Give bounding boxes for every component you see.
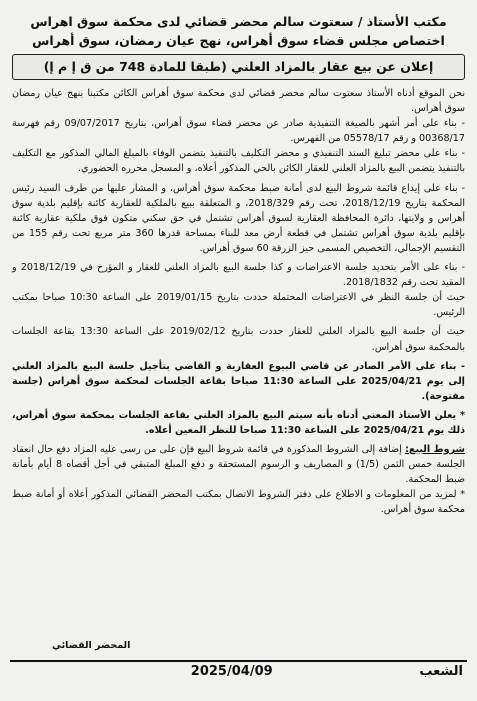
paragraph-hearing-order: - بناء على الأمر بتحديد جلسة الاعتراضات و كذا جلسة البيع بالمزاد العلني للعقار و المؤرخ في 2018/12/19 و المقيد تحت رقم 2018/1832. <box>12 262 466 289</box>
signature: المحضر القضائي <box>52 640 131 651</box>
announcement-title: إعلان عن بيع عقار بالمزاد العلني (طبقا للمادة 748 من ق إ م إ) <box>12 54 465 80</box>
paragraph-auction-announcement: * يعلن الأستاذ المعني أدناه بأنه سيتم البيع بالمزاد العلني بقاعة الجلسات بمحكمة سوق أهراس، ذلك يوم 2025/04/21 على الساعة 11:30 صباحا للنظر المعين أعلاه. <box>12 409 465 436</box>
footer-divider <box>10 660 467 662</box>
bailiff-office-line: مكتب الأستاذ / سعتوت سالم محضر قضائي لدى محكمة سوق اهراس <box>30 14 447 29</box>
paragraph-postponement: - بناء على الأمر الصادر عن قاضي البيوع العقارية و القاضي بتأجيل جلسة البيع بالمزاد العلني إلى يوم 2025/04/21 على الساعة 11:30 صباحا بقاعة الجلسات لمحكمة سوق أهراس (جلسة مفتوحة). <box>12 360 465 402</box>
paragraph-objections-hearing: حيث أن جلسة النظر في الاعتراضات المحتملة حددت بتاريخ 2019/01/15 على الساعة 10:30 صباحا بمكتب الرئيس. <box>12 292 466 319</box>
paragraph-conditions-deposit: - بناء على إيداع قائمة شروط البيع لدى أمانة ضبط محكمة سوق أهراس، و المشار عليها من طرف السيد رئيس المحكمة بتاريخ 2018/12/19، تحت رقم 2018/329، و المتعلقة ببيع بالملكية للعقارية كائنة بإقليم بلدية سوق أهراس و ولايتها، دائرة المحافظة العقارية لسوق أهراس تشتمل في حق سكني متكون فوق ملكية عقارية كائنة بإقليم بلدية سوق أهراس تشتمل في قطعة أرض معد للبناء بمساحة قدرها 360 متر مربع تحت رقم 155 من التقسيم الإجمالي، التخصيص المسمى حيز الزرقة 60 سوق أهراس. <box>12 182 465 254</box>
conditions-title: شروط البيع: <box>405 444 465 456</box>
paragraph-sale-conditions: إضافة إلى الشروط المذكورة في قائمة شروط البيع فإن على من رسى عليه المزاد دفع حال انعقاد الجلسة خمس الثمن (1/5) و المصاريف و الرسوم المستحقة و دفع المبلغ المتبقي في أجل أقصاه 8 أيام بأمانة ضبط المحكمة. <box>12 444 465 486</box>
paragraph-sale-hearing: حيث أن جلسة البيع بالمزاد العلني للعقار حددت بتاريخ 2019/02/12 على الساعة 13:30 بقاعة الجلسات بالمحكمة سوق أهراس. <box>12 326 465 353</box>
paragraph-intro: نحن الموقع أدناه الأستاذ سعتوت سالم محضر قضائي لدى محكمة سوق أهراس الكائن مكتبنا بنهج عيان رمضان سوق أهراس. <box>12 88 465 115</box>
publication-date: 2025/04/09 <box>190 664 273 679</box>
notice-body <box>12 86 465 518</box>
jurisdiction-address-line: اختصاص مجلس قضاء سوق أهراس، نهج عيان رمضان، سوق أهراس <box>32 33 445 48</box>
newspaper-name: الشعب <box>419 664 463 679</box>
paragraph-contact: * لمزيد من المعلومات و الاطلاع على دفتر الشروط الاتصال بمكتب المحضر القضائي المذكور أعلاه أو أمانة ضبط محكمة سوق أهراس. <box>12 489 465 516</box>
paragraph-order: - بناء على أمر أشهر بالصيغة التنفيذية صادر عن محضر قضاء سوق أهراس، بتاريخ 09/07/2017 رقم فهرسة 00368/17 و رقم 05578/17 من الفهرس. <box>12 118 466 145</box>
paragraph-notification: - بناء على محضر تبليغ السند التنفيذي و محضر التكليف بالتنفيذ بتضمن الوفاء بالمبلغ المالي المذكور مع التكليف بالتنفيذ يتضمن البيع بالمزاد العلني للعقار الكائن بالحي المذكور أعلاه، و المسجل محرره الحضوري. <box>12 148 465 175</box>
